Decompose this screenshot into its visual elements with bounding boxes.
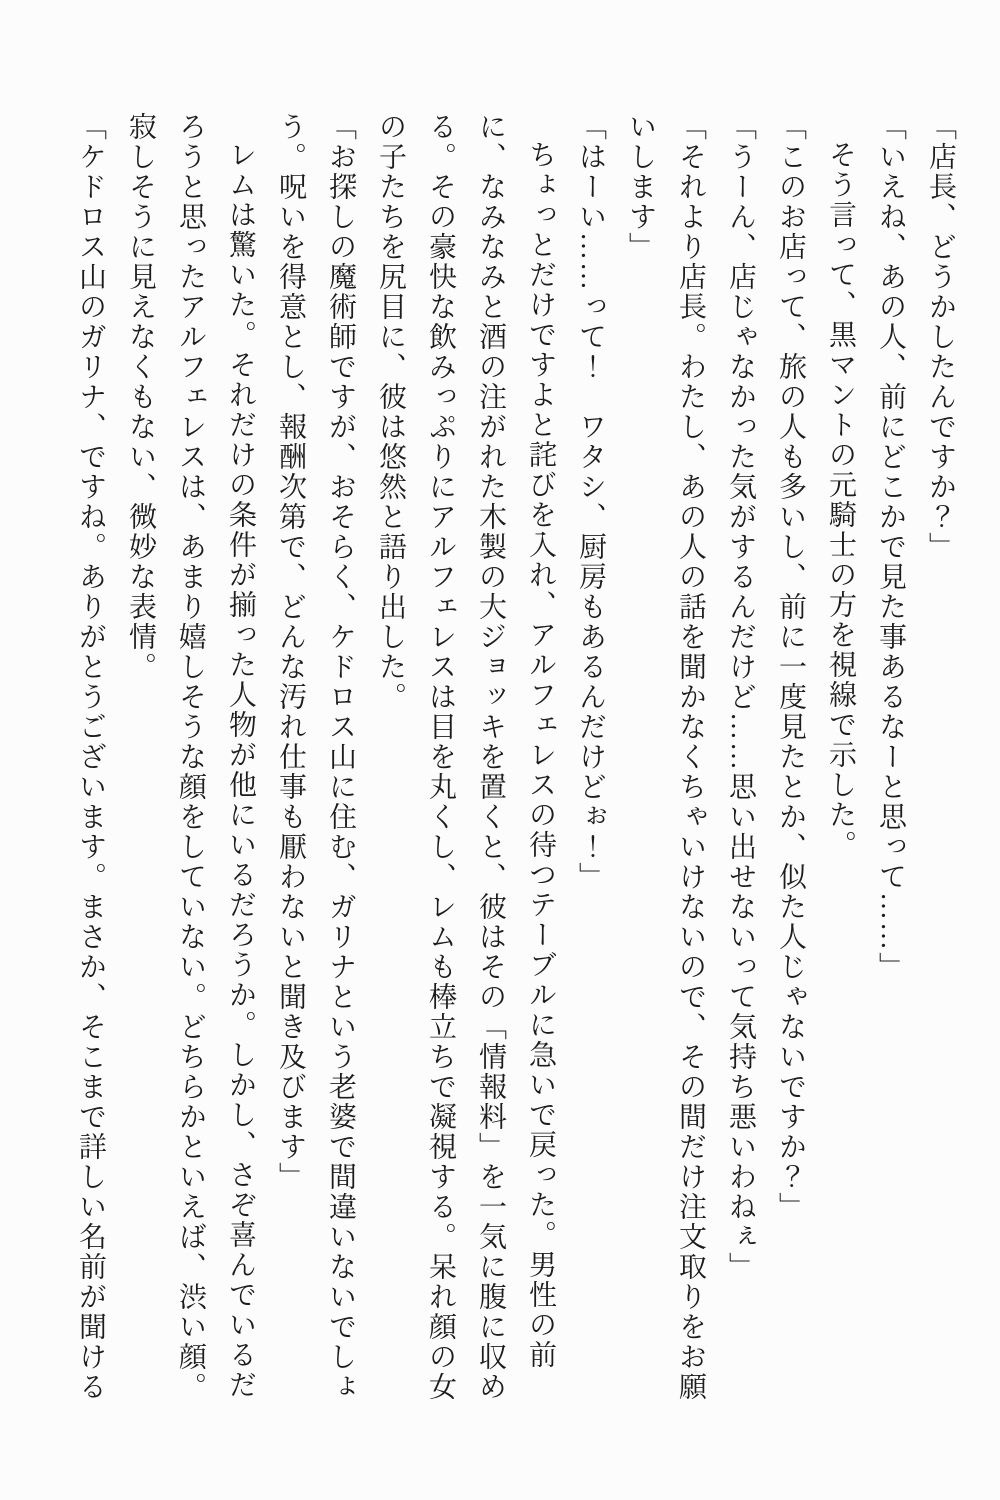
paragraph-narration: ちょっとだけですよと詫びを入れ、アルフェレスの待つテーブルに急いで戻った。男性の前に、なみなみと酒の注がれた木製の大ジョッキを置くと、彼はその「情報料」を一気に腹に収める。その豪快な飲みっぷりにアルフェレスは目を丸くし、レムも棒立ちで凝視する。呆れ顔の女の子たちを尻目に、彼は悠然と語り出した。 bbox=[375, 112, 556, 1402]
paragraph-dialogue: 「ケドロス山のガリナ、ですね。ありがとうございます。まさか、そこまで詳しい名前が聞ける bbox=[75, 112, 106, 1402]
paragraph-dialogue: 「はーい……って！ ワタシ、厨房もあるんだけどぉ！」 bbox=[575, 112, 606, 892]
paragraph-dialogue: 「うーん、店じゃなかった気がするんだけど……思い出せないって気持ち悪いわねぇ」 bbox=[725, 112, 756, 1282]
paragraph-dialogue: 「それより店長。わたし、あの人の話を聞かなくちゃいけないので、その間だけ注文取りをお願いします」 bbox=[625, 112, 706, 1402]
vertical-text-area bbox=[65, 112, 965, 1402]
paragraph-dialogue: 「いえね、あの人、前にどこかで見た事あるなーと思って……」 bbox=[875, 112, 906, 982]
paragraph-narration: レムは驚いた。それだけの条件が揃った人物が他にいるだろうか。しかし、さぞ喜んでいるだろうと思ったアルフェレスは、あまり嬉しそうな顔をしていない。どちらかといえば、渋い顔。寂しそうに見えなくもない、微妙な表情。 bbox=[125, 112, 256, 1402]
paragraph-dialogue: 「お探しの魔術師ですが、おそらく、ケドロス山に住む、ガリナという老婆で間違いないでしょう。呪いを得意とし、報酬次第で、どんな汚れ仕事も厭わないと聞き及びます」 bbox=[275, 112, 356, 1402]
paragraph-dialogue: 「店長、どうかしたんですか？」 bbox=[925, 112, 956, 562]
paragraph-dialogue: 「このお店って、旅の人も多いし、前に一度見たとか、似た人じゃないですか？」 bbox=[775, 112, 806, 1222]
paragraph-narration: そう言って、黒マントの元騎士の方を視線で示した。 bbox=[825, 140, 856, 860]
